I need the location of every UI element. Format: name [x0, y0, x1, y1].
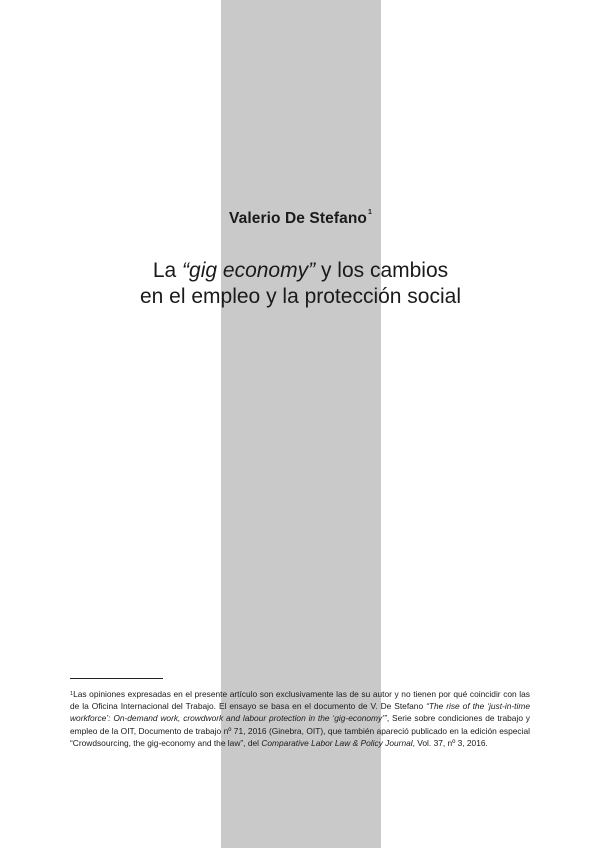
title-italic-term: “gig economy” [182, 259, 316, 282]
footnote-marker: 1 [70, 691, 74, 697]
footnote-italic-journal: Comparative Labor Law & Policy Journal [261, 737, 413, 748]
footnote-text-1: Las opiniones expresadas en el presente artículo son exclusivamente las de su autor y no tienen por qué coincidir con las de la Oficina Internacional del Trabajo. El ensayo se basa en el documento de V. De Stefano [70, 689, 530, 712]
title-line1-suffix: y los cambios [315, 259, 449, 282]
footnote-text-2: , Serie sobre condiciones de trabajo y empleo de la OIT, Documento de trabajo nº 71, 2016 (Ginebra, OIT), que también apareció publicado en la edición especial “Crowdsourcing, the gig-economy and the law”, del [70, 713, 530, 748]
page-title [0, 258, 601, 310]
footnote-separator [70, 678, 163, 679]
footnote-italic-title: “The rise of the ‘just-in-time workforce’: On-demand work, crowdwork and labour protection in the ‘gig-economy’” [70, 701, 530, 724]
author-name-text: Valerio De Stefano [229, 210, 367, 227]
title-prefix: La [152, 259, 183, 282]
author-name [0, 210, 601, 228]
footnote [70, 688, 530, 749]
author-footnote-marker: 1 [367, 209, 372, 216]
title-line2: en el empleo y la protección social [139, 285, 461, 308]
footnote-text-3: , Vol. 37, nº 3, 2016. [412, 737, 488, 748]
